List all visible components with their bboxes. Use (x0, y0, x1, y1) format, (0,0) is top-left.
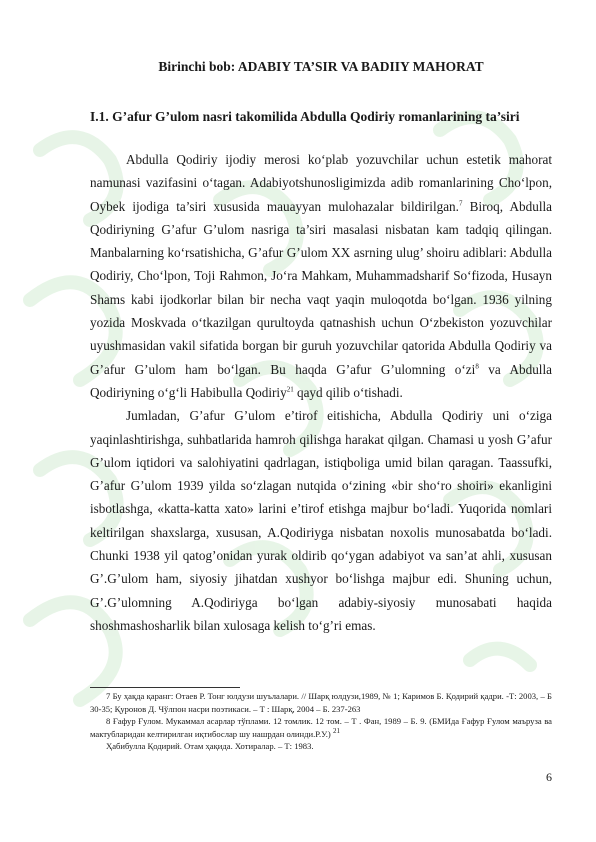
paragraph-1-part-3: va Abdulla Qodiriyning o‘g‘li Habibulla Qodiriy (90, 361, 552, 400)
paragraph-1-part-1: Abdulla Qodiriy ijodiy merosi ko‘plab yozuvchilar uchun estetik mahorat namunasi vazifasini o‘tagan. Adabiyotshunosligimizda adib romanlarining Cho‘lpon, Oybek ijodiga ta’siri xususida mauayyan mulohazalar bildirilgan. (90, 152, 552, 214)
paragraph-1-part-4: qayd qilib o‘tishadi. (293, 384, 403, 400)
chapter-title: Birinchi bob: ADABIY TA’SIR VA BADIIY MAHORAT (158, 59, 484, 74)
footnote-ref-7[interactable]: 7 (458, 199, 463, 208)
footnote-7: 7 Бу ҳақда қаранг: Отаев Р. Тонг юлдузи шуълалари. // Шарқ юлдузи,1989, № 1; Каримов Б. Қодирий қадри. -Т: 2003, – Б 30-35; Қуронов Д. Чўлпон насри поэтикаси. – Т : Шарқ, 2004 – Б. 237-263 (90, 691, 552, 714)
footnote-21: Ҳабибулла Қодирий. Отам ҳақида. Хотиралар. – Т: 1983. (106, 741, 314, 752)
section-title: I.1. G’afur G’ulom nasri takomilida Abdulla Qodiriy romanlarining ta’siri (90, 109, 520, 124)
body-text (90, 148, 552, 637)
footnote-ref-21[interactable]: 21 (286, 385, 294, 394)
paragraph-1-part-2: Biroq, Abdulla Qodiriyning G’afur G’ulom nasriga ta’siri masalasi nisbatan kam tadqiq qilingan. Manbalarning ko‘rsatishicha, G’afur G’ulom XX asrning ulug’ shoiru adiblari: Abdulla Qodiriy, Cho‘lpon, Toji Rahmon, Jo‘ra Mahkam, Muhammadsharif So‘fizoda, Husayn Shams kabi ijodkorlar bilan bir necha vaqt yaqin muloqotda bo‘lgan. 1936 yilning yozida Moskvada o‘tkazilgan qurultoyda qatnashish uchun O‘zbekiston yozuvchilar uyushmasidan vakil sifatida borgan bir guruh yozuvchilar qatorida Abdulla Qodiriy va G’afur G’ulom ham bo‘lgan. Bu haqda G’afur G’ulomning o‘zi (90, 198, 553, 377)
page-number: 6 (546, 770, 552, 784)
footnote-8 (90, 715, 552, 740)
footnote-8-sup: 21 (332, 726, 340, 735)
footnote-ref-8[interactable]: 8 (475, 362, 479, 371)
paragraph-2: Jumladan, G’afur G’ulom e’tirof eitishicha, Abdulla Qodiriy uni o‘ziga yaqinlashtirishga, suhbatlarida hamroh qilishga harakat qilgan. Chamasi u yosh G’afur G’ulom iqtidori va salohiyatini qadrlagan, istiqboliga umid bilan qaragan. Taassufki, G’afur G’ulom 1939 yilda so‘zlagan nutqida o‘zining «bir sho‘ro shoiri» ekanligini isbotlashga, «katta-katta xato» larini e’tirof etishga majbur bo‘ladi. Yuqorida nomlari keltirilgan shaxslarga, xususan, A.Qodiriyga nisbatan noxolis munosabatda bo‘ladi. Chunki 1938 yil qatog’onidan yurak oldirib qo‘ygan adabiyot va san’at ahli, xususan G’.G’ulom ham, siyosiy jihatdan xushyor bo‘lishga majbur edi. Shuning uchun, G’.G’ulomning A.Qodiriyga bo‘lgan adabiy-siyosiy munosabati haqida shoshmashosharlik bilan xulosaga kelish to‘g’ri emas. (90, 408, 552, 633)
paragraph-1 (90, 148, 552, 404)
footnotes (90, 690, 552, 753)
footnote-divider (90, 687, 240, 688)
footnote-8-text: 8 Ғафур Ғулом. Мукаммал асарлар тўплами. 12 томлик. 12 том. – Т . Фан, 1989 – Б. 9. (БМИда Ғафур Ғулом маъруза ва мактубларидан келтирилган иқтибослар шу нашрдан олинди.Р.У.) (90, 716, 552, 739)
